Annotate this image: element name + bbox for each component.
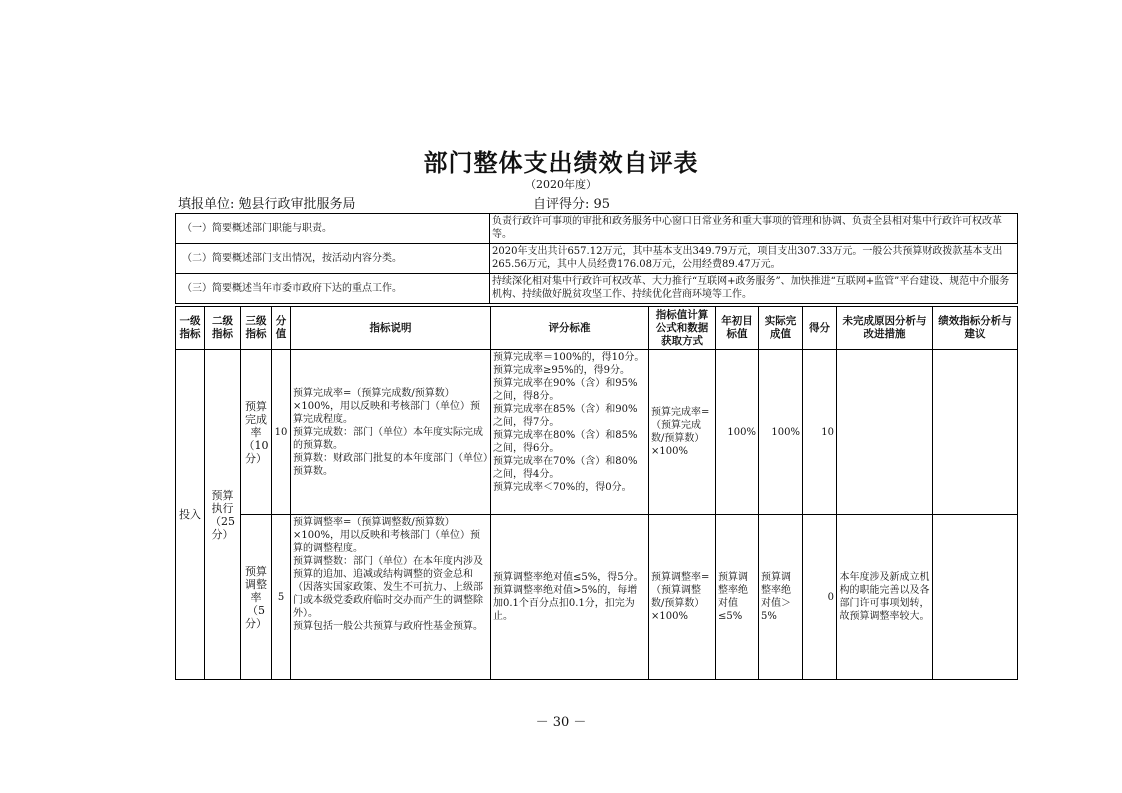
table-row xyxy=(176,350,1018,515)
score-cell: 0 xyxy=(803,515,837,680)
report-year: （2020年度） xyxy=(525,178,597,191)
actual-cell: 100% xyxy=(759,350,803,515)
summary-row xyxy=(176,244,1018,274)
header-score: 得分 xyxy=(803,307,837,350)
formula-cell: 预算完成率=（预算完成数/预算数）×100% xyxy=(649,350,716,515)
header-level2: 二级指标 xyxy=(205,307,241,350)
indicator-table xyxy=(175,306,1018,680)
description-cell: 预算完成率=（预算完成数/预算数）×100%，用以反映和考核部门（单位）预算完成程度。 预算完成数：部门（单位）本年度实际完成的预算数。 预算数：财政部门批复的本年度部门（单位）预算数。 xyxy=(291,350,491,515)
page-title: 部门整体支出绩效自评表 xyxy=(423,149,699,177)
summary-question: （三）简要概述当年市委市政府下达的重点工作。 xyxy=(176,274,490,304)
points-cell: 5 xyxy=(272,515,291,680)
suggestion-cell xyxy=(933,350,1018,515)
reporting-unit: 填报单位: 勉县行政审批服务局 xyxy=(178,197,356,212)
reason-cell: 本年度涉及新成立机构的职能完善以及各部门许可事项划转，故预算调整率较大。 xyxy=(837,515,933,680)
target-cell: 预算调整率绝对值≤5% xyxy=(716,515,759,680)
reason-cell xyxy=(837,350,933,515)
target-cell: 100% xyxy=(716,350,759,515)
header-target: 年初目标值 xyxy=(716,307,759,350)
header-row xyxy=(176,307,1018,350)
page-number: － 30 － xyxy=(535,715,587,730)
header-points: 分值 xyxy=(272,307,291,350)
summary-answer: 持续深化相对集中行政许可权改革、大力推行“互联网+政务服务”、加快推进“互联网+监管”平台建设、规范中介服务机构、持续做好脱贫攻坚工作、持续优化营商环境等工作。 xyxy=(490,274,1018,304)
points-cell: 10 xyxy=(272,350,291,515)
header-formula: 指标值计算公式和数据获取方式 xyxy=(649,307,716,350)
header-actual: 实际完成值 xyxy=(759,307,803,350)
criteria-cell: 预算调整率绝对值≤5%，得5分。 预算调整率绝对值>5%的，每增加0.1个百分点扣0.1分，扣完为止。 xyxy=(491,515,649,680)
summary-row xyxy=(176,214,1018,244)
header-description: 指标说明 xyxy=(291,307,491,350)
description-cell: 预算调整率=（预算调整数/预算数）×100%，用以反映和考核部门（单位）预算的调整程度。 预算调整数：部门（单位）在本年度内涉及预算的追加、追减或结构调整的资金总和（因落实国家政策、发生不可抗力、上级部门或本级党委政府临时交办而产生的调整除外）。 预算包括一般公共预算与政府性基金预算。 xyxy=(291,515,491,680)
header-suggestion: 绩效指标分析与建议 xyxy=(933,307,1018,350)
self-score: 自评得分: 95 xyxy=(533,197,611,212)
summary-table xyxy=(175,213,1018,304)
level3-cell: 预算调整率（5分） xyxy=(241,515,272,680)
header-reason: 未完成原因分析与改进措施 xyxy=(837,307,933,350)
summary-answer: 2020年支出共计657.12万元，其中基本支出349.79万元，项目支出307.33万元。一般公共预算财政拨款基本支出265.56万元，其中人员经费176.08万元，公用经费89.47万元。 xyxy=(490,244,1018,274)
formula-cell: 预算调整率=（预算调整数/预算数）×100% xyxy=(649,515,716,680)
summary-question: （二）简要概述部门支出情况，按活动内容分类。 xyxy=(176,244,490,274)
header-level3: 三级指标 xyxy=(241,307,272,350)
summary-answer: 负责行政许可事项的审批和政务服务中心窗口日常业务和重大事项的管理和协调、负责全县相对集中行政许可权改革等。 xyxy=(490,214,1018,244)
level2-cell: 预算执行（25分） xyxy=(205,350,241,680)
summary-row xyxy=(176,274,1018,304)
level1-cell: 投入 xyxy=(176,350,205,680)
summary-question: （一）简要概述部门职能与职责。 xyxy=(176,214,490,244)
criteria-cell: 预算完成率＝100%的，得10分。 预算完成率≥95%的，得9分。 预算完成率在90%（含）和95%之间，得8分。 预算完成率在85%（含）和90%之间，得7分。 预算完成率在80%（含）和85%之间，得6分。 预算完成率在70%（含）和80%之间，得4分。 预算完成率＜70%的，得0分。 xyxy=(491,350,649,515)
table-row xyxy=(176,515,1018,680)
level3-cell: 预算完成率（10分） xyxy=(241,350,272,515)
header-level1: 一级指标 xyxy=(176,307,205,350)
actual-cell: 预算调整率绝对值＞5% xyxy=(759,515,803,680)
header-criteria: 评分标准 xyxy=(491,307,649,350)
score-cell: 10 xyxy=(803,350,837,515)
suggestion-cell xyxy=(933,515,1018,680)
